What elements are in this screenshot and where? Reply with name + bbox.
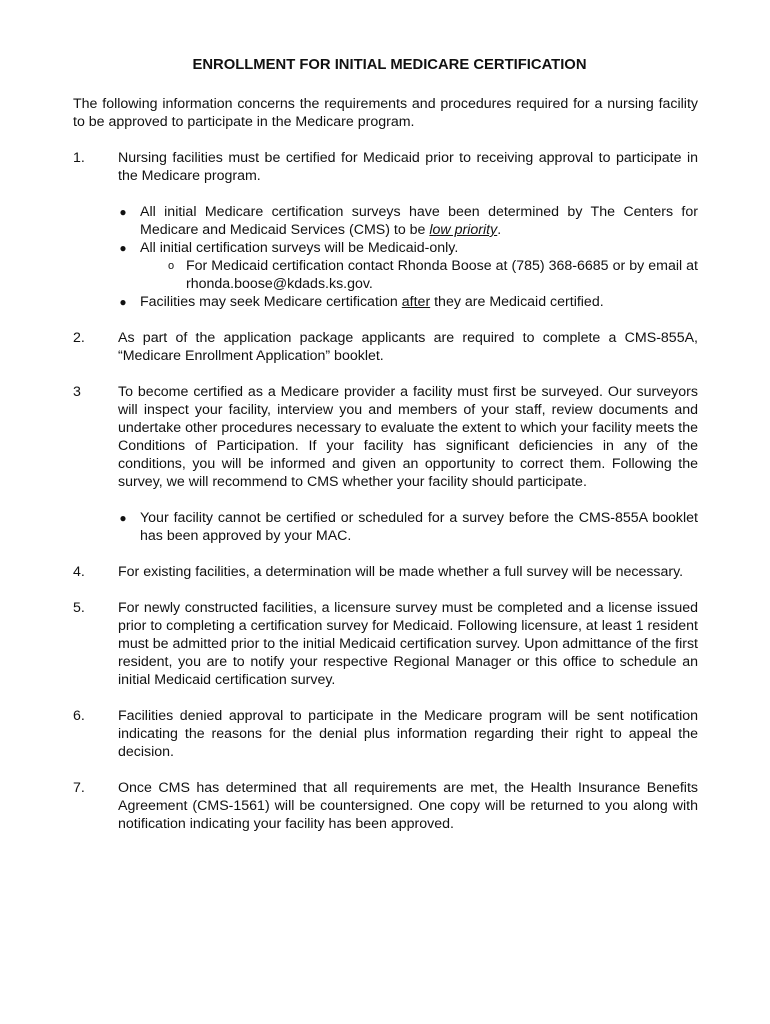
bullet-item: ● All initial certification surveys will be Medicaid-only. o For Medicaid certification contact Rhonda Boose at (785) 368-6685 or by email at rhonda.boose@kdads.ks.gov. <box>119 240 698 292</box>
item-text: To become certified as a Medicare provider a facility must first be surveyed. Our surveyors will inspect your facility, interview you and members of your staff, review documents and undertake other procedures necessary to evaluate the extent to which your facility meets the Conditions of Participation. If your facility has significant deficiencies in any of the conditions, you will be informed and given an opportunity to correct them. Following the survey, we will recommend to CMS whether your facility should participate. <box>118 384 698 490</box>
item-number: 7. <box>73 780 85 796</box>
bullet-item: ● Facilities may seek Medicare certification after they are Medicaid certified. <box>119 294 604 310</box>
emphasis-text: after <box>401 294 431 310</box>
list-item-1 <box>73 149 698 311</box>
list-item-2 <box>73 329 698 365</box>
sub-bullet-item: o For Medicaid certification contact Rhonda Boose at (785) 368-6685 or by email at rhonda.boose@kdads.ks.gov. <box>168 258 698 292</box>
bullet-icon: ● <box>119 511 127 525</box>
document-page <box>73 56 698 833</box>
item-text: For existing facilities, a determination will be made whether a full survey will be necessary. <box>118 564 684 580</box>
list-item-4 <box>73 563 698 581</box>
bullet-list <box>118 203 698 311</box>
item-number: 1. <box>73 150 85 166</box>
bullet-list <box>118 509 698 545</box>
circle-bullet-icon: o <box>168 260 175 272</box>
item-number: 3 <box>73 384 81 400</box>
list-item-3 <box>73 383 698 545</box>
item-text: Facilities denied approval to participate in the Medicare program will be sent notification indicating the reasons for the denial plus information regarding their right to appeal the decision. <box>118 708 698 760</box>
bullet-item: ● All initial Medicare certification surveys have been determined by The Centers for Medicare and Medicaid Services (CMS) to be low priority. <box>119 204 698 238</box>
intro-paragraph: The following information concerns the requirements and procedures required for a nursing facility to be approved to participate in the Medicare program. <box>73 96 698 130</box>
item-text: As part of the application package applicants are required to complete a CMS-855A, “Medicare Enrollment Application” booklet. <box>118 330 698 364</box>
bullet-icon: ● <box>119 241 127 255</box>
bullet-icon: ● <box>119 205 127 219</box>
item-number: 5. <box>73 600 85 616</box>
bullet-icon: ● <box>119 295 127 309</box>
bullet-item: ● Your facility cannot be certified or scheduled for a survey before the CMS-855A booklet has been approved by your MAC. <box>119 510 698 544</box>
item-number: 2. <box>73 330 85 346</box>
item-number: 6. <box>73 708 85 724</box>
emphasis-text: low priority <box>429 222 498 238</box>
item-number: 4. <box>73 564 85 580</box>
list-item-5 <box>73 599 698 689</box>
document-title: ENROLLMENT FOR INITIAL MEDICARE CERTIFICATION <box>192 57 587 73</box>
list-item-6 <box>73 707 698 761</box>
item-text: Nursing facilities must be certified for Medicaid prior to receiving approval to participate in the Medicare program. <box>118 150 698 184</box>
list-item-7 <box>73 779 698 833</box>
sub-bullet-list <box>140 257 698 293</box>
item-text: Once CMS has determined that all requirements are met, the Health Insurance Benefits Agreement (CMS-1561) will be countersigned. One copy will be returned to you along with notification indicating your facility has been approved. <box>118 780 698 832</box>
item-text: For newly constructed facilities, a licensure survey must be completed and a license issued prior to completing a certification survey for Medicaid. Following licensure, at least 1 resident must be admitted prior to the initial Medicaid certification survey. Upon admittance of the first resident, you are to notify your respective Regional Manager or this office to schedule an initial Medicaid certification survey. <box>118 600 698 688</box>
